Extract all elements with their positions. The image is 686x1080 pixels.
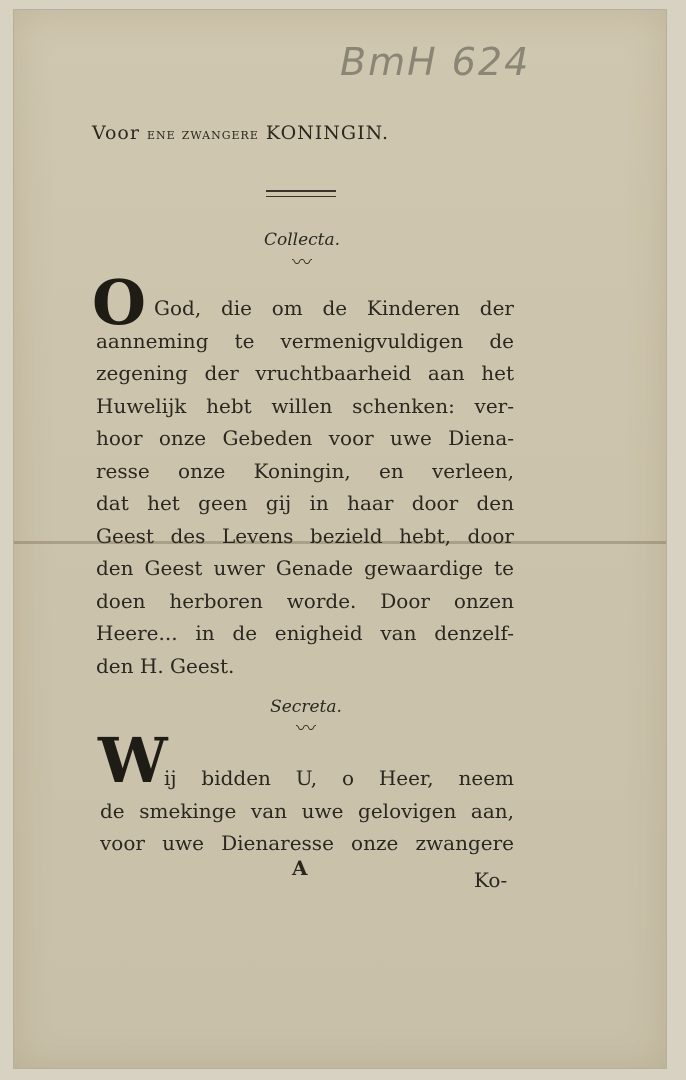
secreta-line: de smekinge van uwe gelovigen aan,	[100, 798, 514, 823]
title-part-1: Voor	[92, 122, 140, 144]
collecta-ornament: 〰	[292, 250, 312, 274]
collecta-line: doen herboren worde. Door onzen	[96, 588, 514, 613]
collecta-line: den H. Geest.	[96, 653, 235, 678]
collecta-line: God, die om de Kinderen der	[154, 296, 514, 320]
collecta-line: Heere... in de enigheid van denzelf-	[96, 621, 514, 645]
collecta-line: aanneming te vermenigvuldigen de	[96, 328, 514, 353]
catchword: Ko-	[474, 868, 508, 892]
collecta-line: Huwelijk hebt willen schenken: ver-	[96, 393, 514, 418]
title-rule-bottom	[266, 196, 336, 197]
shelfmark: BmH 624	[340, 40, 531, 84]
collecta-dropcap: O	[92, 266, 147, 339]
title-part-3: KONINGIN.	[265, 122, 390, 144]
signature-mark: A	[292, 856, 308, 880]
secreta-text	[100, 762, 514, 860]
secreta-ornament: 〰	[296, 716, 316, 740]
secreta-dropcap: W	[98, 724, 168, 797]
collecta-line: dat het geen gij in haar door den	[96, 491, 514, 515]
collecta-line: zegening der vruchtbaarheid aan het	[96, 361, 514, 385]
collecta-line: hoor onze Gebeden voor uwe Diena-	[96, 426, 514, 450]
page-title	[92, 122, 532, 144]
secreta-heading: Secreta.	[270, 697, 342, 717]
collecta-line: den Geest uwer Genade gewaardige te	[96, 556, 514, 580]
title-rule-top	[266, 190, 336, 192]
collecta-heading: Collecta.	[263, 230, 341, 250]
collecta-line: Geest des Levens bezield hebt, door	[96, 523, 514, 548]
secreta-line: ij bidden U, o Heer, neem	[164, 766, 514, 790]
title-part-2: ene zwangere	[146, 124, 259, 143]
collecta-text	[96, 292, 514, 682]
secreta-line: voor uwe Dienaresse onze zwangere	[100, 831, 514, 855]
collecta-line: resse onze Koningin, en verleen,	[96, 458, 514, 483]
